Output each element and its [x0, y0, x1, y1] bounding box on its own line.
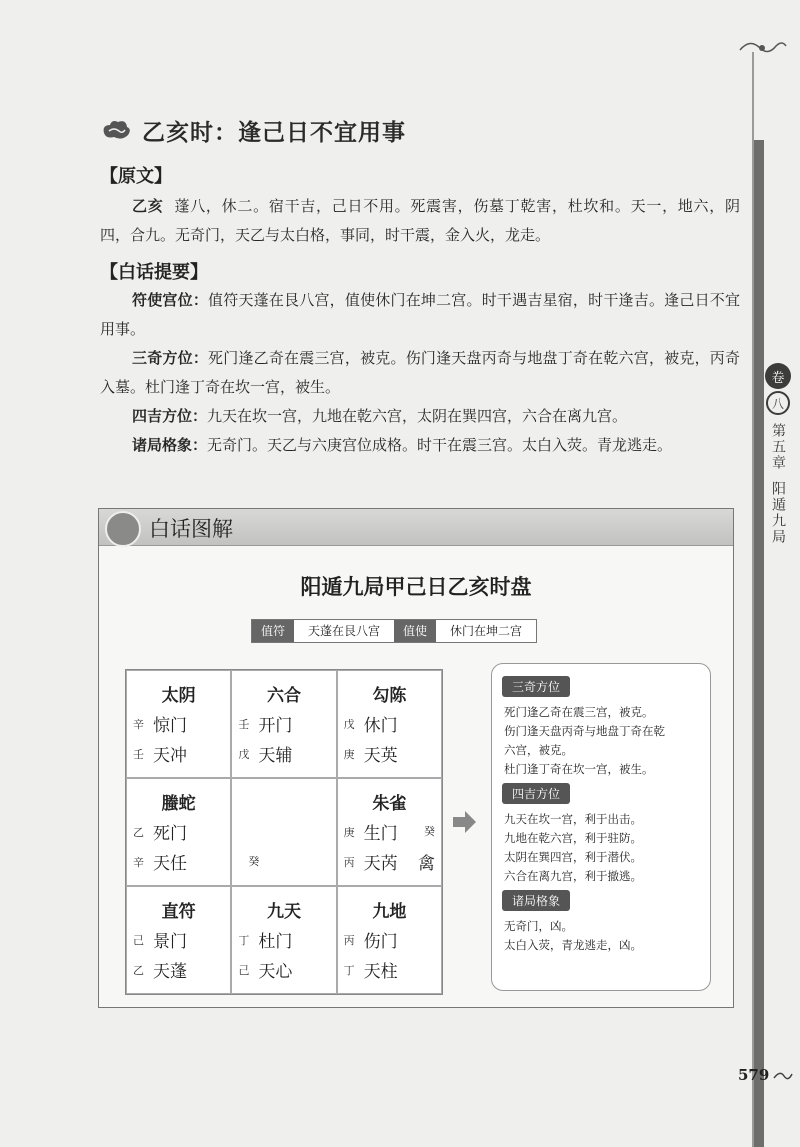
- summary-item-patterns: [100, 431, 740, 460]
- nine-palace-grid: [125, 669, 443, 995]
- palace-cell: [126, 778, 231, 886]
- panel-line: 伤门逢天盘丙奇与地盘丁奇在乾: [504, 724, 665, 738]
- panel-heading: 诸局格象: [502, 890, 570, 911]
- section-title-text: 乙亥时：逢己日不宜用事: [142, 119, 406, 146]
- door-label: 休门: [363, 716, 398, 736]
- original-heading: 【原文】: [100, 166, 172, 187]
- summary-item-four-auspicious: [100, 402, 740, 431]
- page-swirl-icon: [772, 1068, 794, 1084]
- deity-label: 勾陈: [372, 686, 407, 706]
- deity-label: 直符: [161, 902, 196, 922]
- door-label: 伤门: [363, 932, 398, 952]
- star-label: 天心: [258, 962, 293, 982]
- deity-label: 螣蛇: [161, 794, 196, 814]
- stem-label: 己: [238, 963, 250, 977]
- panel-line: 太阴在巽四宫，利于潜伏。: [504, 850, 642, 864]
- summary-text: 值符天蓬在艮八宫，值使休门在坤二宫。时干遇吉星宿，时干逢吉。逢己日不宜用事。: [100, 291, 740, 338]
- panel-line: 九地在乾六宫，利于驻防。: [504, 831, 642, 845]
- star-label: 天冲: [153, 746, 187, 766]
- summary-item-three-wonders: [100, 344, 740, 402]
- door-label: 景门: [153, 932, 187, 952]
- door-label: 杜门: [258, 932, 293, 952]
- stem-label: 庚: [343, 825, 355, 839]
- star-label: 天柱: [363, 962, 398, 982]
- section-label: 阳遁九局: [770, 481, 786, 545]
- deity-label: 九天: [266, 902, 301, 922]
- palace-cell: [337, 778, 442, 886]
- star-label: 天辅: [258, 746, 293, 766]
- figure-header-text: 白话图解: [149, 517, 233, 541]
- star-label: 天蓬: [153, 962, 187, 982]
- panel-line: 无奇门，凶。: [504, 919, 573, 933]
- star-label: 天任: [153, 854, 187, 874]
- stem-label: 壬: [133, 747, 144, 761]
- page-number: 579: [738, 1066, 770, 1084]
- duty-value: 天蓬在艮八宫: [294, 620, 394, 642]
- stem-label: 丙: [343, 855, 355, 869]
- arrow-right-icon: [451, 809, 477, 835]
- deity-label: 六合: [266, 686, 301, 706]
- summary-text: 九天在坎一宫，九地在乾六宫，太阴在巽四宫，六合在离九宫。: [207, 407, 628, 425]
- original-text: [100, 192, 740, 250]
- palace-cell: [231, 670, 336, 778]
- panel-line: 死门逢乙奇在震三宫，被克。: [504, 705, 654, 719]
- stem-label: 癸: [248, 855, 260, 868]
- summary-label: 四吉方位：: [132, 407, 208, 425]
- info-panel: [491, 663, 711, 991]
- stem-label: 丁: [238, 933, 250, 947]
- stem-label: 己: [133, 933, 144, 947]
- palace-cell: [337, 670, 442, 778]
- duty-value: 休门在坤二宫: [436, 620, 536, 642]
- stem-label: 乙: [133, 825, 144, 839]
- palace-cell: [337, 886, 442, 994]
- stem-label: 辛: [133, 717, 144, 731]
- panel-line: 九天在坎一宫，利于出击。: [504, 812, 642, 826]
- volume-number: 八: [766, 391, 790, 415]
- panel-line: 六宫，被克。: [504, 743, 573, 757]
- panel-line: 六合在离九宫，利于撤逃。: [504, 869, 642, 883]
- panel-heading: 四吉方位: [502, 783, 570, 804]
- duty-label: 值使: [394, 620, 436, 642]
- summary-item-positions: [100, 286, 740, 344]
- emblem-icon: [105, 511, 141, 547]
- chapter-label: 第五章: [770, 423, 786, 471]
- original-lead: 乙亥: [132, 197, 164, 215]
- figure-box: [98, 508, 734, 1008]
- deity-label: 朱雀: [372, 794, 407, 814]
- summary-label: 符使宫位：: [132, 291, 209, 309]
- deity-label: 太阴: [161, 686, 196, 706]
- cloud-ornament-icon: [100, 117, 132, 143]
- corner-ornament-icon: [738, 36, 788, 60]
- summary-heading: 【白话提要】: [100, 262, 208, 283]
- summary-text: 无奇门。天乙与六庚宫位成格。时干在震三宫。太白入荧。青龙逃走。: [207, 436, 673, 454]
- palace-cell-center: [231, 778, 336, 886]
- duty-label: 值符: [252, 620, 294, 642]
- summary-label: 诸局格象：: [132, 436, 208, 454]
- chart-title: 阳遁九局甲己日乙亥时盘: [300, 575, 532, 599]
- volume-badge: 卷: [765, 363, 791, 389]
- duty-bar: [251, 619, 537, 643]
- stem-label: 庚: [343, 747, 355, 761]
- door-label: 惊门: [153, 716, 187, 736]
- stem-label: 壬: [238, 717, 250, 731]
- door-label: 生门: [363, 824, 398, 844]
- chapter-side-tab: [764, 363, 792, 563]
- stem-label: 癸: [424, 825, 435, 838]
- original-body: 蓬八，休二。宿干吉，己日不用。死震害，伤墓丁乾害，杜坎和。天一，地六，阴四，合九。无奇门，天乙与太白格，事同，时干震，金入火，龙走。: [100, 197, 740, 244]
- palace-cell: [231, 886, 336, 994]
- deity-label: 九地: [372, 902, 407, 922]
- panel-line: 太白入荧，青龙逃走，凶。: [504, 938, 642, 952]
- panel-line: 杜门逢丁奇在坎一宫，被生。: [504, 762, 654, 776]
- stem-label: 丙: [343, 933, 355, 947]
- section-title: [100, 112, 406, 148]
- palace-cell: [126, 670, 231, 778]
- star-label: 禽: [418, 854, 435, 874]
- stem-label: 乙: [133, 963, 144, 977]
- stem-label: 辛: [133, 855, 144, 869]
- summary-text: 死门逢乙奇在震三宫，被克。伤门逢天盘丙奇与地盘丁奇在乾六宫，被克，丙奇入墓。杜门逢丁奇在坎一宫，被生。: [100, 349, 740, 396]
- door-label: 死门: [153, 824, 187, 844]
- stem-label: 丁: [343, 963, 355, 977]
- stem-label: 戊: [343, 717, 355, 731]
- door-label: 开门: [258, 716, 293, 736]
- star-label: 天英: [363, 746, 398, 766]
- panel-heading: 三奇方位: [502, 676, 570, 697]
- figure-header: [99, 509, 733, 546]
- palace-cell: [126, 886, 231, 994]
- stem-label: 戊: [238, 747, 250, 761]
- summary-label: 三奇方位：: [132, 349, 209, 367]
- page-spine-shadow: [754, 140, 764, 1147]
- star-label: 天芮: [363, 854, 398, 874]
